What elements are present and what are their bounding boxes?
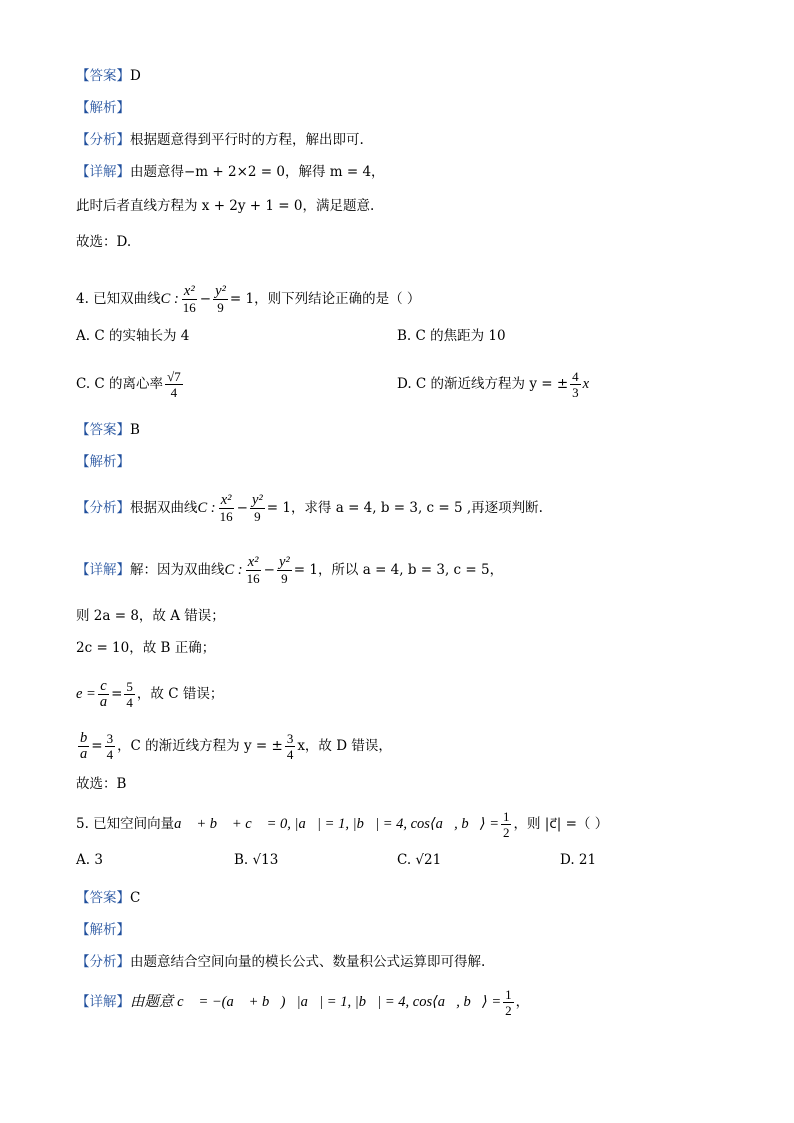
analysis-heading: 【解析】 <box>76 100 130 116</box>
analysis-heading: 【解析】 <box>76 454 130 470</box>
fraction: $\frac{3}{4}$ <box>286 730 294 762</box>
fraction: $\frac{4}{3}$ <box>572 368 579 400</box>
option-a: A. C 的实轴长为 4 <box>76 328 190 344</box>
option-c: C. √21 <box>397 852 442 868</box>
analysis-line: 【分析】 由题意结合空间向量的模长公式、数量积公式运算即可得解. <box>76 954 486 970</box>
option-d: D. 21 <box>560 852 597 868</box>
step-line: e = $\frac{c}{a}$ = $\frac{5}{4}$ ，故 C 错误； <box>76 677 224 710</box>
fraction: $\frac{c}{a}$ <box>99 677 108 710</box>
fraction: $\frac{\text{x²}}{16}$ <box>182 282 196 315</box>
option-b: B. √13 <box>234 852 279 868</box>
fraction: $\frac{5}{4}$ <box>126 678 133 710</box>
fraction: $\frac{3}{4}$ <box>106 730 114 762</box>
answer-line: 【答案】 C <box>76 890 141 906</box>
fraction: $\frac{1}{2}$ <box>505 986 512 1018</box>
question-4: 4. 已知双曲线 C : $\frac{\text{x²}}{16}$ − $\frac{\text{y²}}{9}$ = 1 ，则下列结论正确的是（ ） <box>76 282 421 315</box>
fraction: $\frac{\text{x²}}{16}$ <box>219 491 233 524</box>
detail-line-2: 此时后者直线方程为 x + 2y + 1 = 0，满足题意. <box>76 198 375 214</box>
detail-line: 【详解】 由题意得−m + 2×2 = 0，解得 m = 4， <box>76 164 385 180</box>
fraction: $\frac{\text{y²}}{9}$ <box>251 491 263 524</box>
question-5: 5. 已知空间向量 a⃗ + b⃗ + c⃗ = 0, |a⃗| = 1, |b⃗| = 4, cos⟨a⃗, b⃗⟩ = $\frac{1}{2}$ ，则 |c⃗| =（ ） <box>76 808 609 840</box>
option-d: D. C 的渐近线方程为 y = ± $\frac{4}{3}$ x <box>397 368 590 400</box>
fraction: $\frac{1}{2}$ <box>502 808 510 840</box>
choice-line: 故选：B <box>76 776 127 792</box>
option-c: C. C 的离心率 $\frac{√7}{4}$ <box>76 368 181 400</box>
fraction: $\frac{\text{x²}}{16}$ <box>246 553 260 586</box>
analysis-heading: 【解析】 <box>76 922 130 938</box>
option-a: A. 3 <box>76 852 103 868</box>
analysis-line: 【分析】 根据双曲线 C : $\frac{\text{x²}}{16}$ − $\frac{\text{y²}}{9}$ = 1 ，求得 a = 4, b = 3, c = 5 ,再逐项判断. <box>76 491 543 524</box>
fraction: $\frac{\text{y²}}{9}$ <box>215 282 226 315</box>
option-b: B. C 的焦距为 10 <box>397 328 506 344</box>
analysis-line: 【分析】 根据题意得到平行时的方程，解出即可. <box>76 132 364 148</box>
answer-line: 【答案】 B <box>76 422 140 438</box>
step-line: 2c = 10，故 B 正确； <box>76 640 216 656</box>
fraction: $\frac{b}{a}$ <box>80 729 88 762</box>
detail-line: 【详解】 由题意 c⃗ = −(a⃗ + b⃗)，|a⃗| = 1, |b⃗| = 4, cos⟨a⃗, b⃗⟩ = $\frac{1}{2}$ ， <box>76 986 530 1018</box>
step-line: 则 2a = 8，故 A 错误； <box>76 608 225 624</box>
fraction: $\frac{\text{y²}}{9}$ <box>278 553 290 586</box>
answer-line: 【答案】 D <box>76 68 141 84</box>
detail-line: 【详解】 解：因为双曲线 C : $\frac{\text{x²}}{16}$ − $\frac{\text{y²}}{9}$ = 1 ，所以 a = 4, b = 3, c = 5， <box>76 553 504 586</box>
choice-line: 故选：D. <box>76 234 132 250</box>
step-line: $\frac{b}{a}$ = $\frac{3}{4}$ ，C 的渐近线方程为 y = ± $\frac{3}{4}$ x，故 D 错误， <box>80 729 392 762</box>
fraction: $\frac{√7}{4}$ <box>167 368 181 400</box>
